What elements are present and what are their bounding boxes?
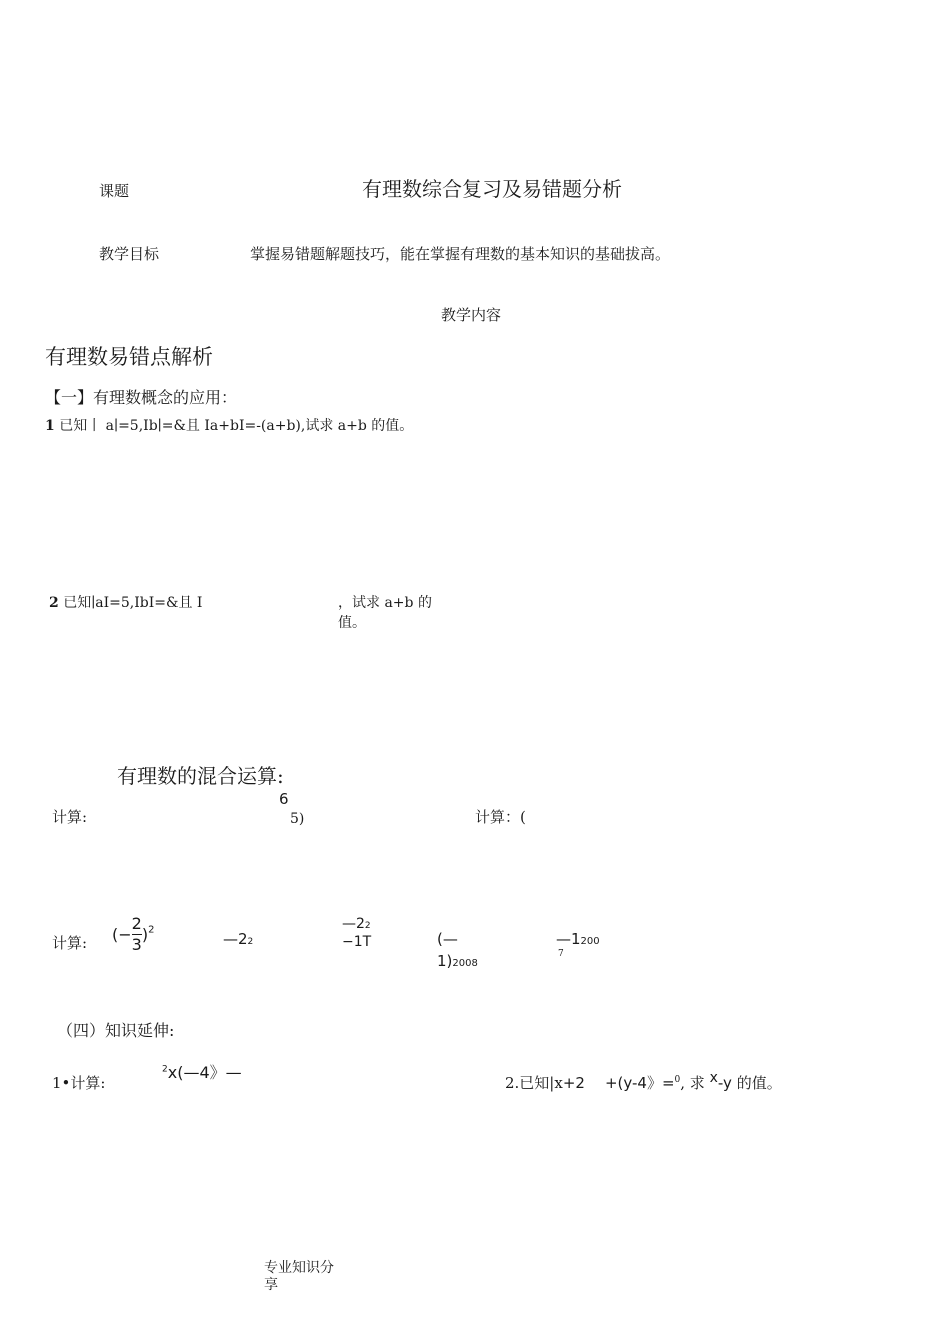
extension-calc-label: 1•计算:	[52, 1074, 106, 1092]
q2-part-c: +(y-4》=	[604, 1074, 675, 1092]
fraction-numerator: 2	[131, 914, 142, 933]
extension-calc-sup: 2	[162, 1064, 168, 1075]
section4-heading: （四）知识延伸:	[57, 1021, 175, 1040]
calc-label-2: 计算：(	[475, 808, 526, 826]
q2-sup: 0	[674, 1075, 681, 1085]
power-expression	[112, 914, 154, 955]
footer-line-2: 享	[264, 1277, 278, 1293]
fraction-bottom: 5)	[290, 811, 305, 827]
term-2	[223, 930, 253, 948]
goal-label: 教学目标	[99, 245, 160, 263]
goal-text: 掌握易错题解题技巧，能在掌握有理数的基本知识的基础拔高。	[250, 245, 671, 263]
expr-open: (−	[112, 925, 132, 944]
question-2	[49, 592, 202, 612]
calc-label-1: 计算:	[52, 808, 88, 826]
section1-subheading: 【一】有理数概念的应用：	[45, 388, 238, 407]
fraction-denominator: 3	[131, 935, 142, 954]
term-5-sub: 200	[580, 936, 600, 947]
term-3-top-base: —2	[342, 916, 365, 932]
content-label: 教学内容	[441, 306, 502, 324]
section2-heading: 有理数的混合运算:	[117, 764, 284, 788]
term-5-under: 7	[558, 949, 564, 959]
q2-x: x	[709, 1070, 718, 1086]
extension-question-2	[505, 1070, 782, 1093]
term-2-base: —2	[223, 930, 248, 948]
question-2-tail-a: ，试求 a+b 的	[338, 595, 432, 611]
term-3-bottom: −1T	[342, 934, 372, 950]
calc-label-3: 计算:	[52, 934, 88, 952]
expr-exponent: 2	[148, 924, 155, 936]
question-1-text: 已知丨 a∣=5,Ib∣=&且 Ia+bI=-(a+b),试求 a+b 的值。	[59, 418, 414, 434]
topic-label: 课题	[99, 182, 130, 200]
term-4-sub: 2008	[452, 958, 478, 969]
page-title: 有理数综合复习及易错题分析	[362, 177, 622, 201]
question-2-text: 已知∣aI=5,IbI=&且 I	[63, 595, 203, 611]
q2-part-d: , 求	[680, 1074, 705, 1092]
footer-line-1: 专业知识分	[264, 1260, 334, 1276]
term-3-top	[342, 916, 371, 932]
extension-calc-expression	[162, 1060, 242, 1083]
extension-calc-expr: x(—4》—	[167, 1063, 242, 1082]
q2-part-b: +2	[562, 1074, 585, 1092]
question-1	[45, 415, 413, 435]
q2-part-e: -y	[717, 1074, 732, 1092]
fraction-top: 6	[279, 790, 289, 808]
term-2-sup: 2	[247, 937, 254, 947]
term-4-line-1: (—	[437, 930, 458, 948]
q2-part-f: 的值。	[736, 1074, 782, 1092]
question-1-number: 1	[45, 418, 55, 434]
term-3-top-sup: 2	[364, 921, 371, 931]
expr-close: )	[141, 925, 149, 944]
term-5-base: —1	[556, 930, 581, 948]
question-2-number: 2	[49, 595, 59, 611]
term-5	[556, 930, 600, 948]
question-2-tail-b: 值。	[338, 615, 366, 631]
q2-part-a: 2.已知|x	[505, 1074, 563, 1092]
term-4-line-2	[437, 952, 478, 970]
section1-heading: 有理数易错点解析	[45, 345, 213, 369]
term-4-base: 1)	[437, 952, 453, 970]
fraction-two-thirds	[132, 914, 142, 955]
